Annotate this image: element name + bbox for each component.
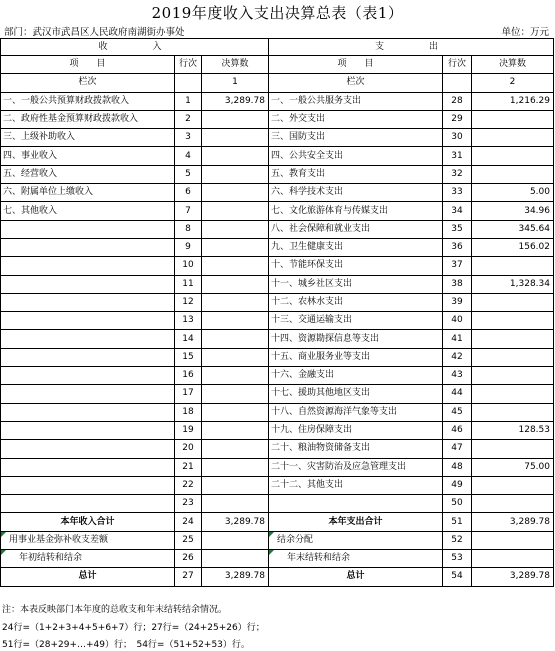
expense-row-number: 32 xyxy=(443,165,472,183)
expense-row-number: 35 xyxy=(443,220,472,238)
income-section-header: 收 入 xyxy=(1,39,269,56)
expense-amount xyxy=(472,330,554,348)
expense-row-number: 30 xyxy=(443,129,472,147)
expense-row-number: 29 xyxy=(443,110,472,128)
income-total-amount: 3,289.78 xyxy=(202,513,269,531)
note-line-3: 51行=（28+29+…+49）行； 54行=（51+52+53）行。 xyxy=(2,640,250,650)
income-amount-header: 决算数 xyxy=(202,56,269,74)
expense-amount: 1,216.29 xyxy=(472,92,554,110)
expense-amount: 1,328.34 xyxy=(472,275,554,293)
unit-label: 单位：万元 xyxy=(501,27,549,38)
income-item xyxy=(1,293,175,311)
expense-row-number: 45 xyxy=(443,403,472,421)
expense-item: 三、国防支出 xyxy=(269,129,443,147)
expense-item: 八、社会保障和就业支出 xyxy=(269,220,443,238)
income-amount xyxy=(202,184,269,202)
income-amount xyxy=(202,476,269,494)
table-row xyxy=(1,184,554,202)
table-row xyxy=(1,92,554,110)
expense-item: 六、科学技术支出 xyxy=(269,184,443,202)
empty-cell xyxy=(443,74,472,92)
total-row xyxy=(1,513,554,531)
income-row-number: 18 xyxy=(175,403,202,421)
income-expense-table xyxy=(0,38,554,587)
income-row-number: 8 xyxy=(175,220,202,238)
income-amount xyxy=(202,110,269,128)
expense-row-number: 42 xyxy=(443,348,472,366)
table-row xyxy=(1,495,554,513)
table-row xyxy=(1,220,554,238)
income-grand-total-amount: 3,289.78 xyxy=(202,568,269,586)
expense-rowno-header: 行次 xyxy=(443,56,472,74)
income-amount xyxy=(202,403,269,421)
income-item xyxy=(1,421,175,439)
expense-row-number: 44 xyxy=(443,385,472,403)
income-item xyxy=(1,403,175,421)
income-row-number: 16 xyxy=(175,367,202,385)
income-row-number: 21 xyxy=(175,458,202,476)
expense-item: 十七、援助其他地区支出 xyxy=(269,385,443,403)
expense-amount: 156.02 xyxy=(472,238,554,256)
table-row xyxy=(1,476,554,494)
table-row xyxy=(1,403,554,421)
income-total-label: 本年收入合计 xyxy=(1,513,175,531)
expense-row-number: 50 xyxy=(443,495,472,513)
expense-row-number: 36 xyxy=(443,238,472,256)
expense-row-number: 41 xyxy=(443,330,472,348)
income-item: 七、其他收入 xyxy=(1,202,175,220)
expense-amount xyxy=(472,293,554,311)
income-row-number: 6 xyxy=(175,184,202,202)
expense-amount xyxy=(472,476,554,494)
income-total-row-number: 24 xyxy=(175,513,202,531)
expense-item: 十四、资源勘探信息等支出 xyxy=(269,330,443,348)
income-item xyxy=(1,440,175,458)
income-item xyxy=(1,275,175,293)
expense-column-number: 2 xyxy=(472,74,554,92)
expense-row-number: 39 xyxy=(443,293,472,311)
note-line-2: 24行=（1+2+3+4+5+6+7）行；27行=（24+25+26）行； xyxy=(2,623,265,633)
income-row-number: 1 xyxy=(175,92,202,110)
expense-amount xyxy=(472,312,554,330)
expense-amount xyxy=(472,129,554,147)
expense-row-number: 49 xyxy=(443,476,472,494)
expense-row-number: 47 xyxy=(443,440,472,458)
expense-item: 十三、交通运输支出 xyxy=(269,312,443,330)
income-item xyxy=(1,238,175,256)
income-item xyxy=(1,312,175,330)
income-row-number: 15 xyxy=(175,348,202,366)
table-row xyxy=(1,348,554,366)
expense-row-number: 48 xyxy=(443,458,472,476)
income-item xyxy=(1,385,175,403)
income-amount xyxy=(202,293,269,311)
income-item: 三、上级补助收入 xyxy=(1,129,175,147)
income-row-number: 10 xyxy=(175,257,202,275)
expense-item: 七、文化旅游体育与传媒支出 xyxy=(269,202,443,220)
table-row xyxy=(1,440,554,458)
table-row xyxy=(1,312,554,330)
income-grand-total-label: 总计 xyxy=(1,568,175,586)
department-label: 部门：武汉市武昌区人民政府南湖街办事处 xyxy=(4,27,185,38)
expense-row-number: 37 xyxy=(443,257,472,275)
expense-row-number: 33 xyxy=(443,184,472,202)
income-amount xyxy=(202,165,269,183)
income-amount: 3,289.78 xyxy=(202,92,269,110)
income-amount xyxy=(202,202,269,220)
expense-item: 十一、城乡社区支出 xyxy=(269,275,443,293)
income-item xyxy=(1,257,175,275)
income-row-number: 4 xyxy=(175,147,202,165)
expense-row-number: 31 xyxy=(443,147,472,165)
expense-item: 四、公共安全支出 xyxy=(269,147,443,165)
expense-item: 九、卫生健康支出 xyxy=(269,238,443,256)
income-item xyxy=(1,495,175,513)
income-column-label: 栏次 xyxy=(1,74,175,92)
expense-grand-total-label: 总计 xyxy=(269,568,443,586)
table-row xyxy=(1,293,554,311)
expense-amount: 128.53 xyxy=(472,421,554,439)
table-row xyxy=(1,165,554,183)
income-row-number: 26 xyxy=(175,550,202,568)
expense-item: 五、教育支出 xyxy=(269,165,443,183)
income-row-number: 5 xyxy=(175,165,202,183)
income-amount xyxy=(202,385,269,403)
table-row xyxy=(1,330,554,348)
income-amount xyxy=(202,531,269,549)
expense-amount xyxy=(472,440,554,458)
income-amount xyxy=(202,348,269,366)
expense-item: 十六、金融支出 xyxy=(269,367,443,385)
income-item xyxy=(1,220,175,238)
expense-item: 十、节能环保支出 xyxy=(269,257,443,275)
expense-row-number: 52 xyxy=(443,531,472,549)
table-row xyxy=(1,421,554,439)
table-row xyxy=(1,367,554,385)
expense-item: 十二、农林水支出 xyxy=(269,293,443,311)
table-row xyxy=(1,385,554,403)
table-row xyxy=(1,550,554,568)
income-row-number: 17 xyxy=(175,385,202,403)
expense-section-header: 支 出 xyxy=(269,39,554,56)
income-item: 五、经营收入 xyxy=(1,165,175,183)
income-grand-total-row-number: 27 xyxy=(175,568,202,586)
expense-item xyxy=(269,495,443,513)
expense-item: 二十一、灾害防治及应急管理支出 xyxy=(269,458,443,476)
expense-amount xyxy=(472,348,554,366)
income-amount xyxy=(202,458,269,476)
expense-row-number: 34 xyxy=(443,202,472,220)
income-item: 一、一般公共预算财政拨款收入 xyxy=(1,92,175,110)
income-row-number: 2 xyxy=(175,110,202,128)
table-row xyxy=(1,531,554,549)
income-row-number: 9 xyxy=(175,238,202,256)
expense-grand-total-row-number: 54 xyxy=(443,568,472,586)
expense-item: 结余分配 xyxy=(269,531,443,549)
expense-amount xyxy=(472,531,554,549)
expense-amount xyxy=(472,385,554,403)
expense-grand-total-amount: 3,289.78 xyxy=(472,568,554,586)
income-rowno-header: 行次 xyxy=(175,56,202,74)
income-amount xyxy=(202,238,269,256)
income-item-header: 项 目 xyxy=(1,56,175,74)
expense-amount: 345.64 xyxy=(472,220,554,238)
income-amount xyxy=(202,275,269,293)
income-row-number: 20 xyxy=(175,440,202,458)
income-row-number: 3 xyxy=(175,129,202,147)
income-row-number: 14 xyxy=(175,330,202,348)
income-item xyxy=(1,367,175,385)
income-row-number: 7 xyxy=(175,202,202,220)
expense-amount-header: 决算数 xyxy=(472,56,554,74)
expense-column-label: 栏次 xyxy=(269,74,443,92)
report-title: 2019年度收入支出决算总表（表1） xyxy=(151,4,404,22)
income-amount xyxy=(202,312,269,330)
expense-item: 十九、住房保障支出 xyxy=(269,421,443,439)
income-item xyxy=(1,348,175,366)
expense-row-number: 40 xyxy=(443,312,472,330)
expense-amount xyxy=(472,147,554,165)
expense-amount xyxy=(472,257,554,275)
table-row xyxy=(1,147,554,165)
expense-amount: 75.00 xyxy=(472,458,554,476)
income-amount xyxy=(202,367,269,385)
income-row-number: 22 xyxy=(175,476,202,494)
income-item xyxy=(1,476,175,494)
income-amount xyxy=(202,440,269,458)
table-row xyxy=(1,275,554,293)
income-row-number: 23 xyxy=(175,495,202,513)
income-amount xyxy=(202,421,269,439)
expense-amount xyxy=(472,110,554,128)
expense-amount xyxy=(472,403,554,421)
expense-item: 十八、自然资源海洋气象等支出 xyxy=(269,403,443,421)
income-row-number: 11 xyxy=(175,275,202,293)
table-row xyxy=(1,129,554,147)
income-item: 用事业基金弥补收支差额 xyxy=(1,531,175,549)
expense-item: 二十二、其他支出 xyxy=(269,476,443,494)
expense-row-number: 46 xyxy=(443,421,472,439)
grand-total-row xyxy=(1,568,554,586)
note-line-1: 注：本表反映部门本年度的总收支和年末结转结余情况。 xyxy=(2,605,228,615)
expense-amount xyxy=(472,367,554,385)
expense-item: 一、一般公共服务支出 xyxy=(269,92,443,110)
income-row-number: 13 xyxy=(175,312,202,330)
income-amount xyxy=(202,330,269,348)
empty-cell xyxy=(175,74,202,92)
income-item: 六、附属单位上缴收入 xyxy=(1,184,175,202)
income-row-number: 19 xyxy=(175,421,202,439)
expense-amount: 5.00 xyxy=(472,184,554,202)
expense-amount xyxy=(472,495,554,513)
table-row xyxy=(1,202,554,220)
income-amount xyxy=(202,129,269,147)
table-row xyxy=(1,238,554,256)
expense-row-number: 38 xyxy=(443,275,472,293)
income-item: 年初结转和结余 xyxy=(1,550,175,568)
income-item: 二、政府性基金预算财政拨款收入 xyxy=(1,110,175,128)
income-column-number: 1 xyxy=(202,74,269,92)
expense-amount: 34.96 xyxy=(472,202,554,220)
income-amount xyxy=(202,257,269,275)
income-item xyxy=(1,458,175,476)
income-amount xyxy=(202,550,269,568)
income-amount xyxy=(202,220,269,238)
table-row xyxy=(1,257,554,275)
table-row xyxy=(1,458,554,476)
table-row xyxy=(1,110,554,128)
income-row-number: 12 xyxy=(175,293,202,311)
expense-total-row-number: 51 xyxy=(443,513,472,531)
expense-total-amount: 3,289.78 xyxy=(472,513,554,531)
expense-item: 年末结转和结余 xyxy=(269,550,443,568)
expense-row-number: 43 xyxy=(443,367,472,385)
expense-item: 二、外交支出 xyxy=(269,110,443,128)
income-amount xyxy=(202,147,269,165)
expense-amount xyxy=(472,550,554,568)
expense-row-number: 28 xyxy=(443,92,472,110)
income-item: 四、事业收入 xyxy=(1,147,175,165)
expense-item-header: 项 目 xyxy=(269,56,443,74)
income-item xyxy=(1,330,175,348)
income-row-number: 25 xyxy=(175,531,202,549)
expense-row-number: 53 xyxy=(443,550,472,568)
expense-total-label: 本年支出合计 xyxy=(269,513,443,531)
income-amount xyxy=(202,495,269,513)
expense-item: 十五、商业服务业等支出 xyxy=(269,348,443,366)
expense-item: 二十、粮油物资储备支出 xyxy=(269,440,443,458)
expense-amount xyxy=(472,165,554,183)
